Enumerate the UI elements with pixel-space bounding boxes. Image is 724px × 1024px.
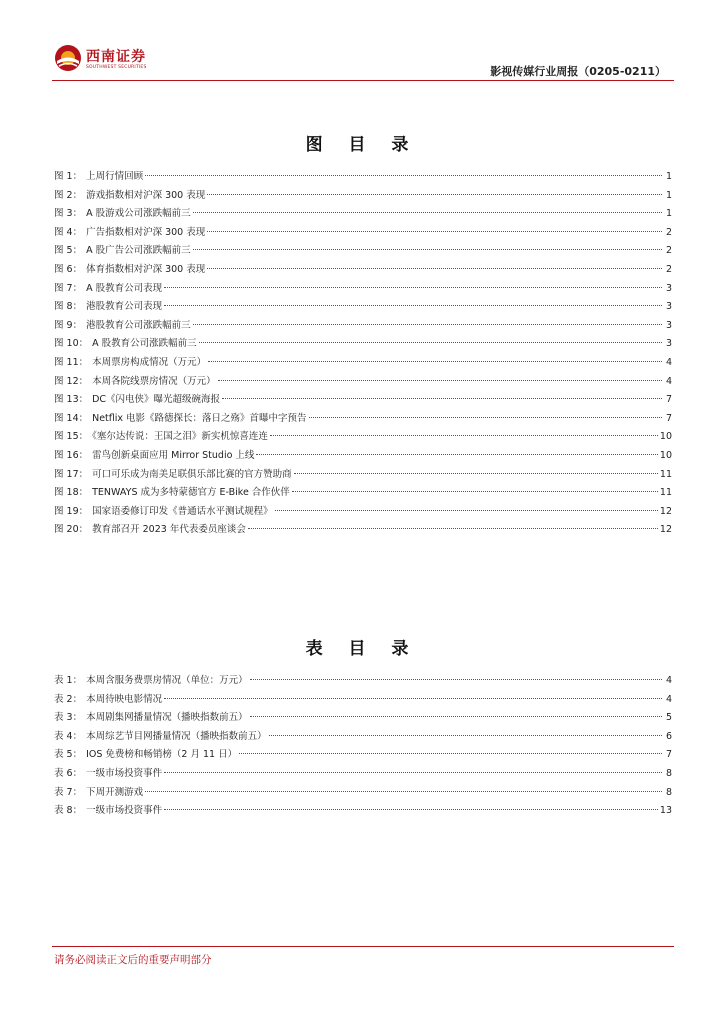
dot-leader — [193, 324, 662, 325]
table-entry-page: 4 — [665, 675, 672, 686]
table-entry[interactable] — [54, 784, 672, 803]
figure-entry-title: 广告指数相对沪深 300 表现 — [86, 226, 206, 238]
table-entry-number: 表 1： — [54, 675, 83, 686]
dot-leader — [222, 398, 662, 399]
figure-entry-title: 《塞尔达传说：王国之泪》新实机惊喜连连 — [92, 431, 268, 443]
figure-entry-page: 12 — [659, 505, 672, 517]
figure-entry-number: 图 19： — [54, 505, 89, 517]
table-entry-title: 本周剧集网播量情况（播映指数前五） — [86, 712, 248, 724]
table-entry-number: 表 2： — [54, 693, 83, 705]
figure-entry-page: 1 — [665, 208, 672, 220]
table-entry-title: 一级市场投资事件 — [86, 767, 163, 779]
figure-entry-label — [54, 205, 191, 219]
figure-entry[interactable] — [54, 521, 672, 540]
figure-entry-title: A 股游戏公司涨跌幅前三 — [86, 208, 191, 220]
figure-entry-page: 3 — [665, 338, 672, 350]
figure-entry-title: A 股教育公司涨跌幅前三 — [92, 338, 197, 350]
figure-entry-number: 图 3： — [54, 208, 83, 220]
dot-leader — [199, 342, 662, 343]
dot-leader — [250, 679, 662, 680]
table-entry-label — [54, 802, 162, 816]
table-entry[interactable] — [54, 691, 672, 710]
figure-entry[interactable] — [54, 354, 672, 373]
dot-leader — [248, 528, 658, 529]
figure-entry-number: 图 9： — [54, 319, 83, 331]
figure-entry[interactable] — [54, 280, 672, 299]
figure-entry-page: 1 — [665, 171, 672, 182]
figure-entry-label — [54, 410, 307, 424]
figure-entry-title: 雷鸟创新桌面应用 Mirror Studio 上线 — [92, 449, 255, 461]
dot-leader — [164, 698, 662, 699]
table-entry[interactable] — [54, 672, 672, 691]
figure-entry[interactable] — [54, 242, 672, 261]
figure-entry-title: 上周行情回顾 — [86, 171, 144, 182]
tables-list — [54, 672, 672, 821]
table-entry-label — [54, 728, 267, 742]
figure-entry-page: 2 — [665, 245, 672, 257]
page-header — [0, 0, 724, 80]
figure-entry-title: 教育部召开 2023 年代表委员座谈会 — [92, 524, 246, 536]
figure-entry-label — [54, 428, 268, 442]
figure-entry-number: 图 12： — [54, 375, 89, 387]
figure-entry-page: 7 — [665, 394, 672, 406]
figure-entry[interactable] — [54, 391, 672, 410]
figure-entry-number: 图 4： — [54, 226, 83, 238]
figure-entry-page: 11 — [659, 487, 672, 499]
dot-leader — [256, 454, 657, 455]
figure-entry-label — [54, 354, 206, 368]
dot-leader — [164, 287, 662, 288]
table-entry-title: 本周综艺节目网播量情况（播映指数前五） — [86, 730, 267, 742]
figure-entry-label — [54, 224, 205, 238]
figure-entry-page: 1 — [665, 189, 672, 201]
figure-entry[interactable] — [54, 224, 672, 243]
figure-entry-number: 图 15： — [54, 431, 89, 443]
figure-entry-label — [54, 466, 292, 480]
figure-entry[interactable] — [54, 484, 672, 503]
table-entry-page: 4 — [665, 693, 672, 705]
figure-entry-title: 游戏指数相对沪深 300 表现 — [86, 189, 206, 201]
figure-entry-title: 国家语委修订印发《普通话水平测试规程》 — [92, 505, 273, 517]
dot-leader — [309, 417, 662, 418]
figure-entry-title: 港股教育公司表现 — [86, 301, 163, 313]
dot-leader — [270, 435, 658, 436]
figure-entry-label — [54, 317, 191, 331]
figure-entry-number: 图 18： — [54, 487, 89, 499]
figure-entry-number: 图 13： — [54, 394, 89, 406]
company-logo — [54, 44, 154, 74]
figure-entry-label — [54, 168, 143, 182]
table-entry[interactable] — [54, 765, 672, 784]
figure-entry-label — [54, 391, 220, 405]
figure-entry[interactable] — [54, 261, 672, 280]
table-entry[interactable] — [54, 709, 672, 728]
table-entry[interactable] — [54, 746, 672, 765]
figure-entry[interactable] — [54, 317, 672, 336]
figure-entry-label — [54, 373, 216, 387]
figure-entry[interactable] — [54, 428, 672, 447]
figure-entry-title: TENWAYS 成为多特蒙德官方 E-Bike 合作伙伴 — [92, 487, 290, 499]
figure-entry[interactable] — [54, 298, 672, 317]
table-entry-page: 8 — [665, 767, 672, 779]
figure-entry-title: 可口可乐成为南美足联俱乐部比赛的官方赞助商 — [92, 468, 292, 480]
figure-entry-page: 3 — [665, 319, 672, 331]
table-entry-title: 本周待映电影情况 — [86, 693, 163, 705]
figure-entry-title: 体育指数相对沪深 300 表现 — [86, 263, 206, 275]
figure-entry[interactable] — [54, 335, 672, 354]
figure-entry-label — [54, 484, 290, 498]
figure-entry-page: 4 — [665, 375, 672, 387]
dot-leader — [145, 791, 662, 792]
figure-entry-page: 12 — [659, 524, 672, 536]
figure-entry-number: 图 2： — [54, 189, 83, 201]
figure-entry-number: 图 6： — [54, 263, 83, 275]
table-entry-title: 一级市场投资事件 — [86, 805, 163, 817]
dot-leader — [207, 231, 662, 232]
table-entry-title: IOS 免费榜和畅销榜（2 月 11 日） — [86, 749, 238, 761]
dot-leader — [208, 361, 662, 362]
table-entry-page: 8 — [665, 786, 672, 798]
figure-entry-label — [54, 503, 273, 517]
figure-entry-title: Netflix 电影《路德探长：落日之殇》首曝中字预告 — [92, 412, 307, 424]
table-entry-number: 表 8： — [54, 805, 83, 817]
table-entry-number: 表 6： — [54, 767, 83, 779]
figure-entry[interactable] — [54, 205, 672, 224]
table-entry-label — [54, 765, 162, 779]
figure-entry-title: 港股教育公司涨跌幅前三 — [86, 319, 191, 331]
dot-leader — [164, 305, 662, 306]
figure-entry-page: 3 — [665, 301, 672, 313]
footer-divider — [52, 946, 674, 947]
figure-entry-page: 2 — [665, 263, 672, 275]
figure-entry-title: DC《闪电侠》曝光超级碗海报 — [92, 394, 221, 406]
figure-entry[interactable] — [54, 373, 672, 392]
header-divider — [52, 80, 674, 81]
figure-entry-label — [54, 242, 191, 256]
table-entry-page: 5 — [665, 712, 672, 724]
figure-entry-title: 本周票房构成情况（万元） — [92, 356, 207, 368]
dot-leader — [275, 510, 658, 511]
dot-leader — [193, 249, 662, 250]
dot-leader — [218, 380, 662, 381]
dot-leader — [164, 772, 662, 773]
dot-leader — [193, 212, 662, 213]
figure-entry-number: 图 8： — [54, 301, 83, 313]
figure-entry-label — [54, 447, 254, 461]
table-entry-label — [54, 746, 237, 760]
dot-leader — [292, 491, 658, 492]
dot-leader — [145, 175, 662, 176]
table-entry-title: 本周含服务费票房情况（单位：万元） — [86, 675, 248, 686]
table-entry-label — [54, 709, 248, 723]
tables-section-title: 表 目 录 — [305, 639, 419, 659]
figure-entry-page: 3 — [665, 282, 672, 294]
figure-entry-title: A 股广告公司涨跌幅前三 — [86, 245, 191, 257]
figures-list — [54, 168, 672, 540]
figures-section-title: 图 目 录 — [305, 135, 419, 155]
figure-entry-label — [54, 261, 205, 275]
table-entry-number: 表 4： — [54, 730, 83, 742]
dot-leader — [164, 809, 658, 810]
figure-entry-label — [54, 280, 162, 294]
figure-entry[interactable] — [54, 410, 672, 429]
report-title: 影视传媒行业周报（0205-0211） — [490, 65, 666, 78]
figure-entry-page: 4 — [665, 356, 672, 368]
figure-entry-page: 7 — [665, 412, 672, 424]
figure-entry-number: 图 20： — [54, 524, 89, 536]
dot-leader — [294, 473, 658, 474]
table-entry-label — [54, 784, 143, 798]
table-entry-label — [54, 691, 162, 705]
table-entry-page: 7 — [665, 749, 672, 761]
figure-entry-number: 图 1： — [54, 171, 83, 182]
figure-entry-number: 图 10： — [54, 338, 89, 350]
logo-chinese-name: 西南证券 — [86, 49, 146, 65]
figure-entry-page: 10 — [659, 431, 672, 443]
figure-entry-title: A 股教育公司表现 — [86, 282, 163, 294]
figure-entry[interactable] — [54, 187, 672, 206]
table-entry[interactable] — [54, 802, 672, 821]
figure-entry-page: 10 — [659, 449, 672, 461]
table-entry-page: 6 — [665, 730, 672, 742]
dot-leader — [250, 716, 662, 717]
figure-entry-number: 图 11： — [54, 356, 89, 368]
table-entry-title: 下周开测游戏 — [86, 786, 144, 798]
figure-entry-label — [54, 335, 197, 349]
table-entry-label — [54, 672, 248, 686]
table-entry-page: 13 — [659, 805, 672, 817]
figure-entry[interactable] — [54, 447, 672, 466]
footer-disclaimer: 请务必阅读正文后的重要声明部分 — [54, 954, 212, 966]
logo-english-name: SOUTHWEST SECURITIES — [86, 65, 147, 70]
figure-entry-page: 11 — [659, 468, 672, 480]
table-entry-number: 表 5： — [54, 749, 83, 761]
figure-entry[interactable] — [54, 503, 672, 522]
figure-entry-title: 本周各院线票房情况（万元） — [92, 375, 216, 387]
figure-entry-number: 图 5： — [54, 245, 83, 257]
figure-entry-page: 2 — [665, 226, 672, 238]
figure-entry[interactable] — [54, 466, 672, 485]
dot-leader — [207, 268, 662, 269]
table-entry[interactable] — [54, 728, 672, 747]
figure-entry-label — [54, 187, 205, 201]
figure-entry-number: 图 14： — [54, 412, 89, 424]
figure-entry-number: 图 16： — [54, 449, 89, 461]
dot-leader — [207, 194, 662, 195]
figure-entry-label — [54, 521, 246, 535]
figure-entry-number: 图 7： — [54, 282, 83, 294]
table-entry-number: 表 3： — [54, 712, 83, 724]
dot-leader — [239, 753, 662, 754]
figure-entry-number: 图 17： — [54, 468, 89, 480]
figure-entry-label — [54, 298, 162, 312]
dot-leader — [269, 735, 662, 736]
figure-entry[interactable] — [54, 168, 672, 187]
sun-logo-icon — [54, 44, 82, 72]
table-entry-number: 表 7： — [54, 786, 83, 798]
